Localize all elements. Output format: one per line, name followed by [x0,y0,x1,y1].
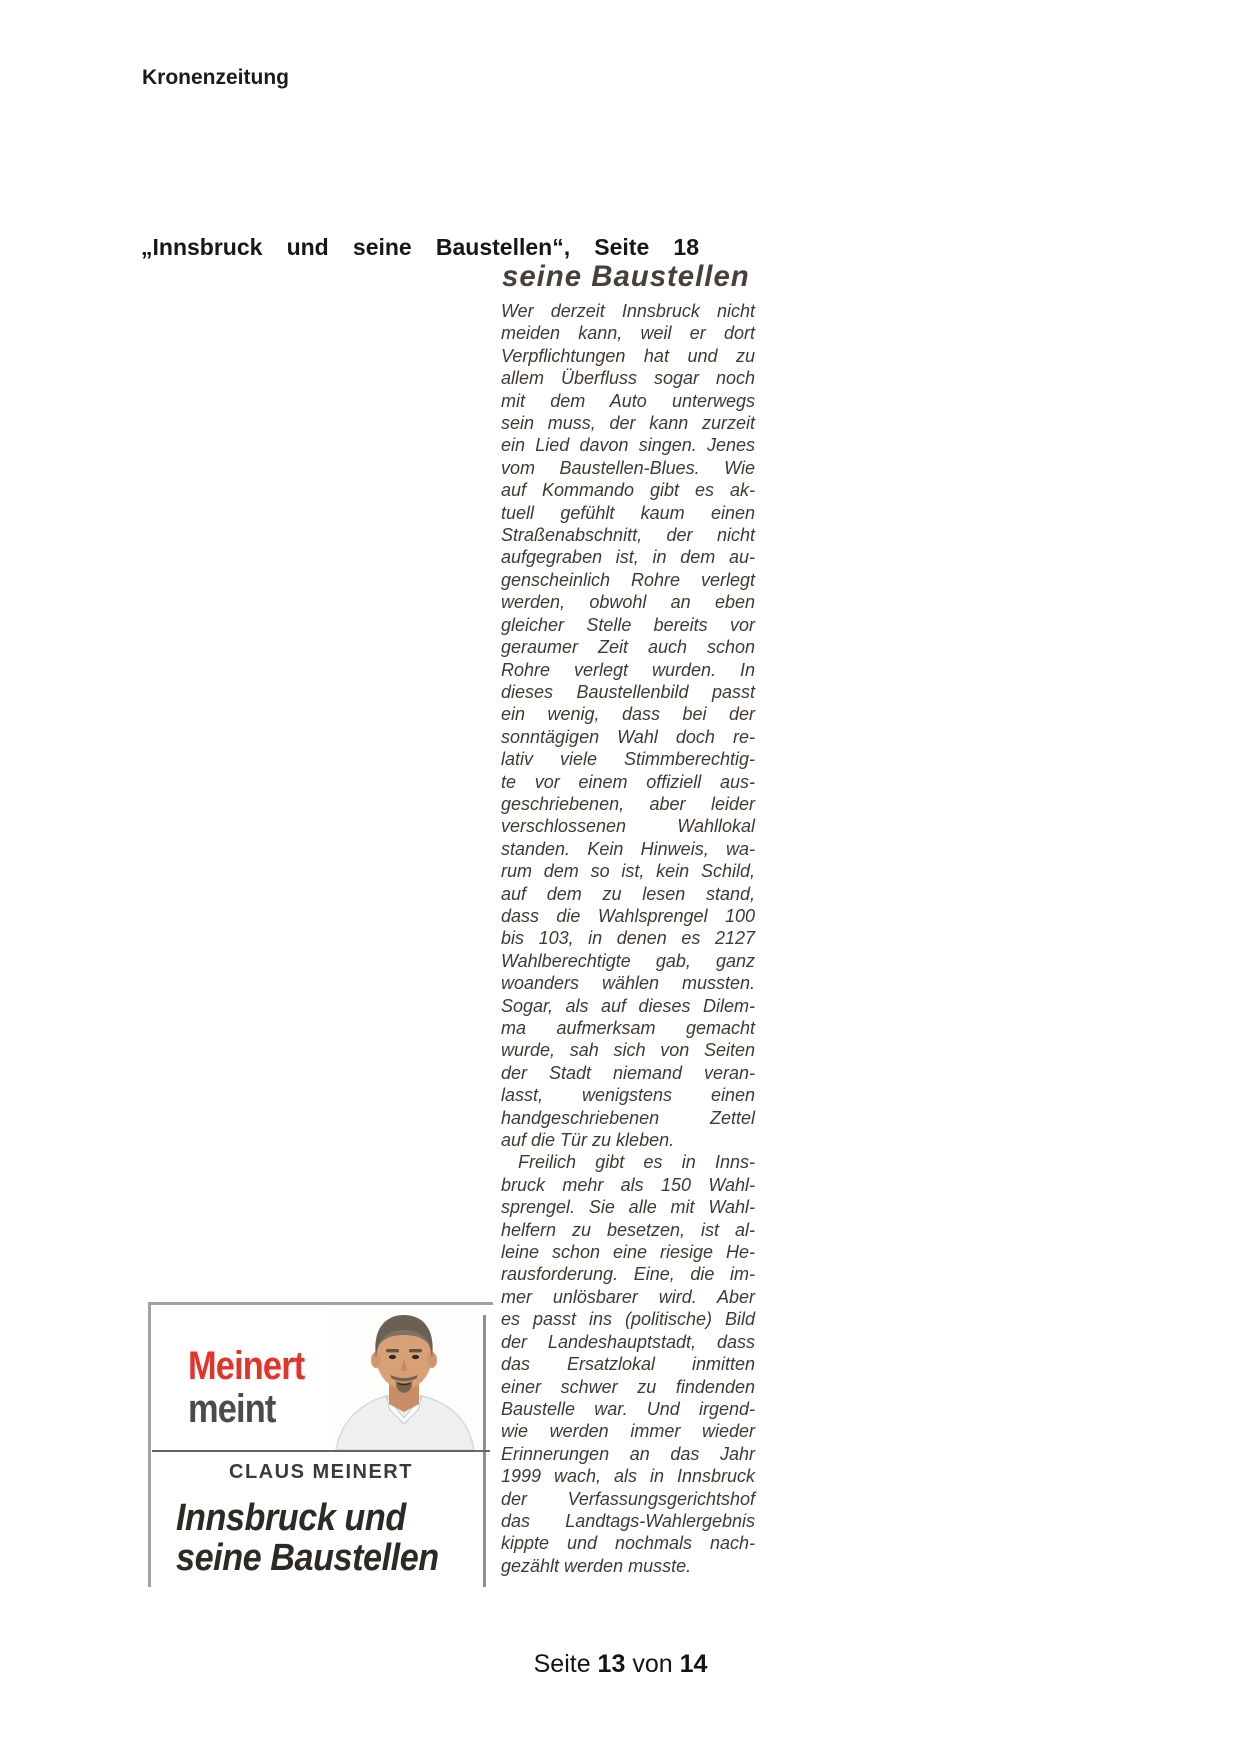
article-line: Rohre verlegt wurden. In [501,659,755,680]
article-line: wie werden immer wieder [501,1421,755,1442]
article-line: sonntägigen Wahl doch re- [501,726,755,747]
article-line: bruck mehr als 150 Wahl- [501,1174,755,1195]
clipped-article-headline [502,260,750,295]
article-line: auf dem zu lesen stand, [501,883,755,904]
article-line: kippte und nochmals nach- [501,1533,755,1554]
article-line: Erinnerungen an das Jahr [501,1443,755,1464]
footer-label-von: von [632,1650,673,1678]
footer-page-number: 13 [597,1650,626,1678]
article-line: Wer derzeit Innsbruck nicht [501,301,755,321]
article-line: gleicher Stelle bereits vor [501,614,755,635]
article-line: 1999 wach, als in Innsbruck [501,1466,755,1487]
article-line: bis 103, in denen es 2127 [501,928,755,949]
article-line: meiden kann, weil er dort [501,323,755,344]
article-line: rausforderung. Eine, die im- [501,1264,755,1285]
article-line: Straßenabschnitt, der nicht [501,525,755,546]
article-line: Verpflichtungen hat und zu [501,345,755,366]
article-line: dieses Baustellenbild passt [501,681,755,702]
article-line: das Ersatzlokal inmitten [501,1354,755,1375]
article-line: Baustelle war. Und irgend- [501,1398,755,1419]
article-line: lasst, wenigstens einen [501,1085,755,1106]
article-line: rum dem so ist, kein Schild, [501,861,755,882]
article-line: der Stadt niemand veran- [501,1062,755,1083]
publication-name: Kronenzeitung [142,66,289,89]
footer-label-seite: Seite [533,1650,591,1678]
article-line: helfern zu besetzen, ist al- [501,1219,755,1240]
opinion-box-border-left [148,1302,151,1587]
article-line: standen. Kein Hinweis, wa- [501,838,755,859]
opinion-box-kicker-verb: meint [188,1387,276,1431]
article-line: verschlossenen Wahllokal [501,816,755,837]
article-body [501,300,755,1577]
article-paragraph [501,300,755,1151]
footer-total-pages: 14 [679,1650,708,1678]
article-line: vom Baustellen-Blues. Wie [501,457,755,478]
article-line: mer unlösbarer wird. Aber [501,1286,755,1307]
document-headline: „Innsbruck und seine Baustellen“, Seite 18 [141,234,699,260]
article-line: Wahlberechtigte gab, ganz [501,950,755,971]
article-line: woanders wählen mussten. [501,973,755,994]
article-line: ein wenig, dass bei der [501,704,755,725]
article-line: Sogar, als auf dieses Dilem- [501,995,755,1016]
article-line: te vor einem offiziell aus- [501,771,755,792]
opinion-title-line1: Innsbruck und [176,1497,406,1539]
clipped-headline-text: seine Baustellen [502,260,750,293]
article-line: aufgegraben ist, in dem au- [501,547,755,568]
article-line: es passt ins (politische) Bild [501,1309,755,1330]
article-line: lativ viele Stimmberechtig- [501,749,755,770]
article-line: sprengel. Sie alle mit Wahl- [501,1197,755,1218]
opinion-title-line2: seine Baustellen [176,1537,439,1579]
article-paragraph [501,1151,755,1577]
article-line: ma aufmerksam gemacht [501,1018,755,1038]
article-line: das Landtags-Wahlergebnis [501,1510,755,1531]
article-line: geschriebenen, aber leider [501,793,755,814]
author-divider-line [152,1450,490,1452]
article-line: allem Überfluss sogar noch [501,368,755,389]
article-line: geraumer Zeit auch schon [501,637,755,658]
article-line: leine schon eine riesige He- [501,1242,755,1263]
article-line: gezählt werden musste. [501,1555,692,1576]
article-line: wurde, sah sich von Seiten [501,1040,755,1061]
author-name: CLAUS MEINERT [229,1461,413,1483]
article-line: der Landeshauptstadt, dass [501,1331,755,1352]
article-line: tuell gefühlt kaum einen [501,502,755,523]
article-line: auf die Tür zu kleben. [501,1130,675,1151]
claus-meinert-photo [328,1306,480,1450]
opinion-box-border-top [148,1302,493,1305]
article-line: der Verfassungsgerichtshof [501,1488,755,1509]
article-line: werden, obwohl an eben [501,592,755,613]
article-line: einer schwer zu findenden [501,1376,755,1397]
article-line: Freilich gibt es in Inns- [518,1152,755,1173]
page-footer [0,1650,1241,1679]
article-line: handgeschriebenen Zettel [501,1107,755,1128]
article-line: mit dem Auto unterwegs [501,390,755,411]
opinion-box-kicker-name: Meinert [188,1344,305,1388]
article-line: dass die Wahlsprengel 100 [501,905,755,926]
article-line: sein muss, der kann zurzeit [501,413,755,434]
article-line: ein Lied davon singen. Jenes [501,435,755,456]
article-line: genscheinlich Rohre verlegt [501,569,755,590]
article-line: auf Kommando gibt es ak- [501,480,755,501]
